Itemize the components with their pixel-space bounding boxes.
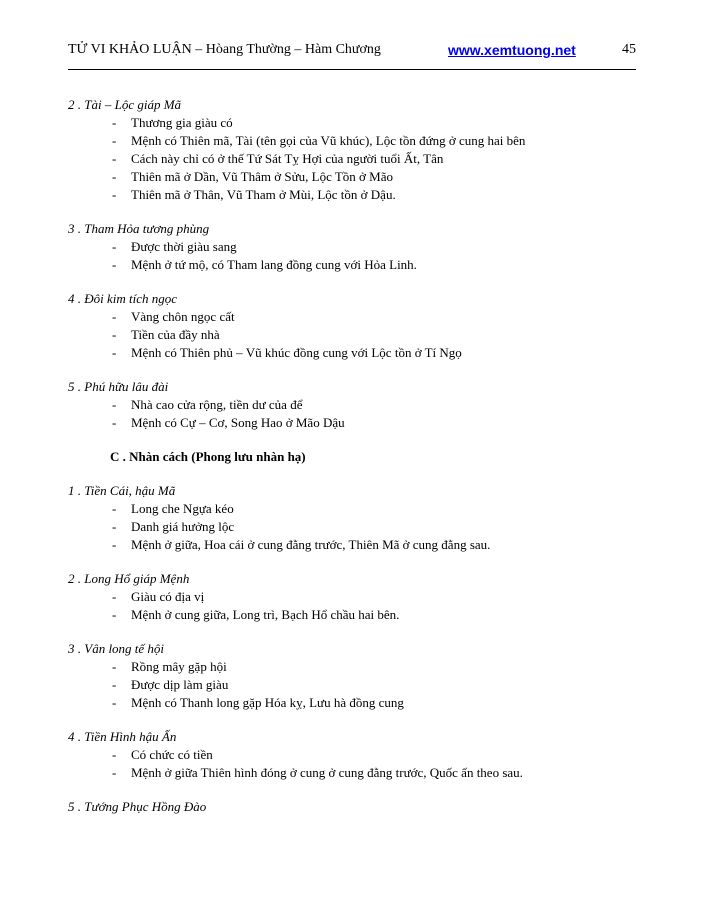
list-item: - Danh giá hưởng lộc bbox=[112, 519, 235, 534]
list-item-text: Danh giá hưởng lộc bbox=[131, 519, 235, 534]
list-item: - Được thời giàu sang bbox=[112, 239, 237, 254]
header-divider bbox=[68, 69, 636, 70]
section-block bbox=[68, 290, 668, 362]
list-item-text: Mệnh có Thiên phủ – Vũ khúc đồng cung với Lộc tồn ở Tí Ngọ bbox=[131, 345, 462, 360]
section-block bbox=[68, 570, 668, 624]
page-header bbox=[68, 42, 636, 64]
list-item-text: Cách này chỉ có ở thế Tứ Sát Tỵ Hợi của người tuổi Ất, Tân bbox=[131, 151, 444, 166]
section-heading: 1 . Tiền Cái, hậu Mã bbox=[68, 483, 176, 498]
list-item: - Mệnh ở giữa Thiên hình đóng ở cung ở cung đằng trước, Quốc ấn theo sau. bbox=[112, 765, 523, 780]
section-heading: 4 . Đôi kim tích ngọc bbox=[68, 291, 178, 306]
list-item-text: Thiên mã ở Dần, Vũ Thâm ở Sửu, Lộc Tồn ở Mão bbox=[131, 169, 393, 184]
list-item-text: Được thời giàu sang bbox=[131, 239, 237, 254]
section-heading: 5 . Tướng Phục Hồng Đào bbox=[68, 799, 207, 814]
section-heading: 3 . Tham Hỏa tương phùng bbox=[68, 221, 210, 236]
section-block bbox=[68, 378, 668, 432]
list-item-text: Thiên mã ở Thân, Vũ Tham ở Mùi, Lộc tồn ở Dậu. bbox=[131, 187, 396, 202]
list-item: - Rồng mây gặp hội bbox=[112, 659, 227, 674]
list-item-text: Long che Ngựa kéo bbox=[131, 501, 234, 516]
list-item: - Mệnh có Thiên phủ – Vũ khúc đồng cung với Lộc tồn ở Tí Ngọ bbox=[112, 345, 462, 360]
list-item: - Vàng chôn ngọc cất bbox=[112, 309, 235, 324]
list-item: - Mệnh ở cung giữa, Long trì, Bạch Hổ chầu hai bên. bbox=[112, 607, 400, 622]
list-item: - Mệnh có Thiên mã, Tài (tên gọi của Vũ khúc), Lộc tồn đứng ở cung hai bên bbox=[112, 133, 526, 148]
list-item-text: Giàu có địa vị bbox=[131, 589, 205, 604]
section-block bbox=[68, 640, 668, 712]
list-item: - Thương gia giàu có bbox=[112, 115, 233, 130]
list-item-text: Vàng chôn ngọc cất bbox=[131, 309, 235, 324]
list-item: - Cách này chỉ có ở thế Tứ Sát Tỵ Hợi của người tuổi Ất, Tân bbox=[112, 151, 444, 166]
website-link[interactable]: www.xemtuong.net bbox=[448, 42, 576, 58]
list-item-text: Tiền của đầy nhà bbox=[131, 327, 220, 342]
section-block bbox=[68, 96, 668, 204]
section-heading: 2 . Tài – Lộc giáp Mã bbox=[68, 97, 182, 112]
list-item: - Thiên mã ở Dần, Vũ Thâm ở Sửu, Lộc Tồn ở Mão bbox=[112, 169, 393, 184]
list-item: - Mệnh có Cự – Cơ, Song Hao ở Mão Dậu bbox=[112, 415, 345, 430]
list-item: - Được dịp làm giàu bbox=[112, 677, 229, 692]
page-body bbox=[68, 96, 668, 832]
list-item-text: Mệnh có Thanh long gặp Hóa kỵ, Lưu hà đồng cung bbox=[131, 695, 404, 710]
subsection-title: C . Nhàn cách (Phong lưu nhàn hạ) bbox=[110, 449, 306, 464]
list-item: - Mệnh ở tứ mộ, có Tham lang đồng cung với Hỏa Linh. bbox=[112, 257, 417, 272]
list-item: - Thiên mã ở Thân, Vũ Tham ở Mùi, Lộc tồn ở Dậu. bbox=[112, 187, 396, 202]
list-item-text: Nhà cao cửa rộng, tiền dư của để bbox=[131, 397, 303, 412]
section-block bbox=[68, 728, 668, 782]
section-heading: 5 . Phú hữu lâu đài bbox=[68, 379, 169, 394]
section-heading: 3 . Vân long tế hội bbox=[68, 641, 165, 656]
list-item: - Có chức có tiền bbox=[112, 747, 213, 762]
list-item-text: Mệnh ở giữa Thiên hình đóng ở cung ở cung đằng trước, Quốc ấn theo sau. bbox=[131, 765, 523, 780]
section-heading: 2 . Long Hổ giáp Mệnh bbox=[68, 571, 190, 586]
list-item: - Tiền của đầy nhà bbox=[112, 327, 220, 342]
section-block bbox=[68, 220, 668, 274]
list-item-text: Có chức có tiền bbox=[131, 747, 213, 762]
page-number: 45 bbox=[622, 42, 636, 57]
section-block bbox=[68, 482, 668, 554]
document-title: TỬ VI KHẢO LUẬN – Hòang Thường – Hàm Chương bbox=[68, 42, 381, 57]
list-item: - Long che Ngựa kéo bbox=[112, 501, 234, 516]
list-item-text: Mệnh ở cung giữa, Long trì, Bạch Hổ chầu hai bên. bbox=[131, 607, 400, 622]
list-item-text: Thương gia giàu có bbox=[131, 115, 233, 130]
list-item: - Mệnh có Thanh long gặp Hóa kỵ, Lưu hà đồng cung bbox=[112, 695, 404, 710]
list-item-text: Được dịp làm giàu bbox=[131, 677, 229, 692]
list-item-text: Mệnh có Thiên mã, Tài (tên gọi của Vũ khúc), Lộc tồn đứng ở cung hai bên bbox=[131, 133, 526, 148]
list-item: - Giàu có địa vị bbox=[112, 589, 205, 604]
list-item-text: Rồng mây gặp hội bbox=[131, 659, 227, 674]
section-heading: 4 . Tiền Hình hậu Ấn bbox=[68, 729, 177, 744]
list-item-text: Mệnh có Cự – Cơ, Song Hao ở Mão Dậu bbox=[131, 415, 345, 430]
list-item-text: Mệnh ở giữa, Hoa cái ở cung đằng trước, Thiên Mã ở cung đằng sau. bbox=[131, 537, 491, 552]
list-item: - Nhà cao cửa rộng, tiền dư của để bbox=[112, 397, 303, 412]
list-item: - Mệnh ở giữa, Hoa cái ở cung đằng trước, Thiên Mã ở cung đằng sau. bbox=[112, 537, 491, 552]
list-item-text: Mệnh ở tứ mộ, có Tham lang đồng cung với Hỏa Linh. bbox=[131, 257, 417, 272]
section-block bbox=[68, 798, 668, 816]
